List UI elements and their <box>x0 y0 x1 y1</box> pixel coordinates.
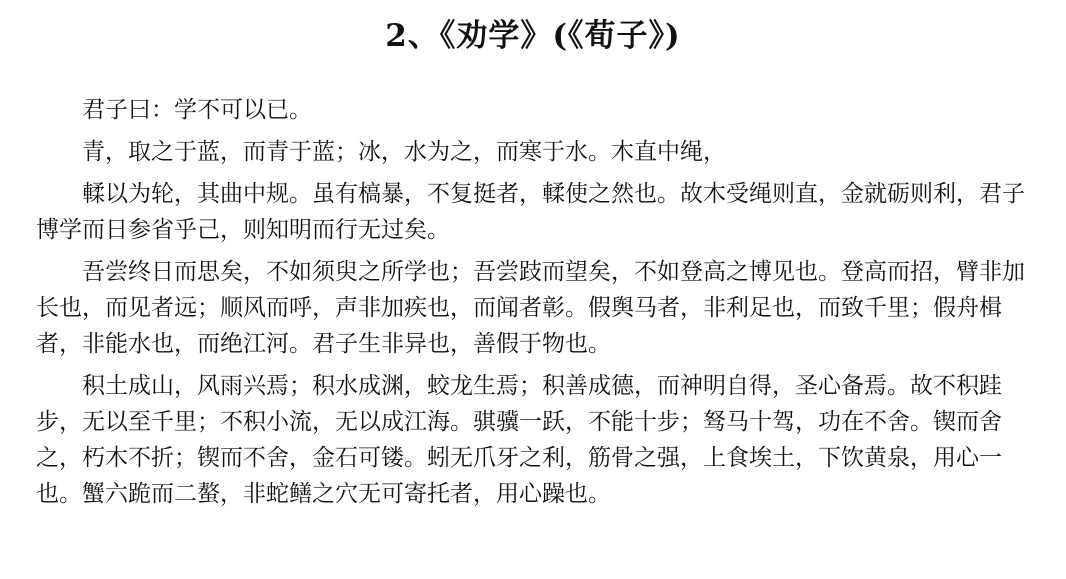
paragraph-1: 君子曰：学不可以已。 <box>82 97 312 123</box>
paragraph-5: 积土成山，风雨兴焉；积水成渊，蛟龙生焉；积善成德，而神明自得，圣心备焉。故不积跬步，无以至千里；不积小流，无以成江海。骐骥一跃，不能十步；驽马十驾，功在不舍。锲而舍之，朽木不折；锲而不舍，金石可镂。蚓无爪牙之利，筋骨之强，上食埃土，下饮黄泉，用心一也。蟹六跪而二螯，非蛇鳝之穴无可寄托者，用心躁也。 <box>36 373 1002 507</box>
document-title: 2、《劝学》(《荀子》) <box>385 18 681 54</box>
paragraph-2: 青，取之于蓝，而青于蓝；冰，水为之，而寒于水。木直中绳， <box>82 139 726 165</box>
paragraph-4: 吾尝终日而思矣，不如须臾之所学也；吾尝跂而望矣，不如登高之博见也。登高而招，臂非加长也，而见者远；顺风而呼，声非加疾也，而闻者彰。假舆马者，非利足也，而致千里；假舟楫者，非能水也，而绝江河。君子生非异也，善假于物也。 <box>36 259 1025 357</box>
paragraph-3: 輮以为轮，其曲中规。虽有槁暴，不复挺者，輮使之然也。故木受绳则直，金就砺则利，君子博学而日参省乎己，则知明而行无过矣。 <box>36 181 1025 243</box>
document-body <box>36 92 1034 518</box>
